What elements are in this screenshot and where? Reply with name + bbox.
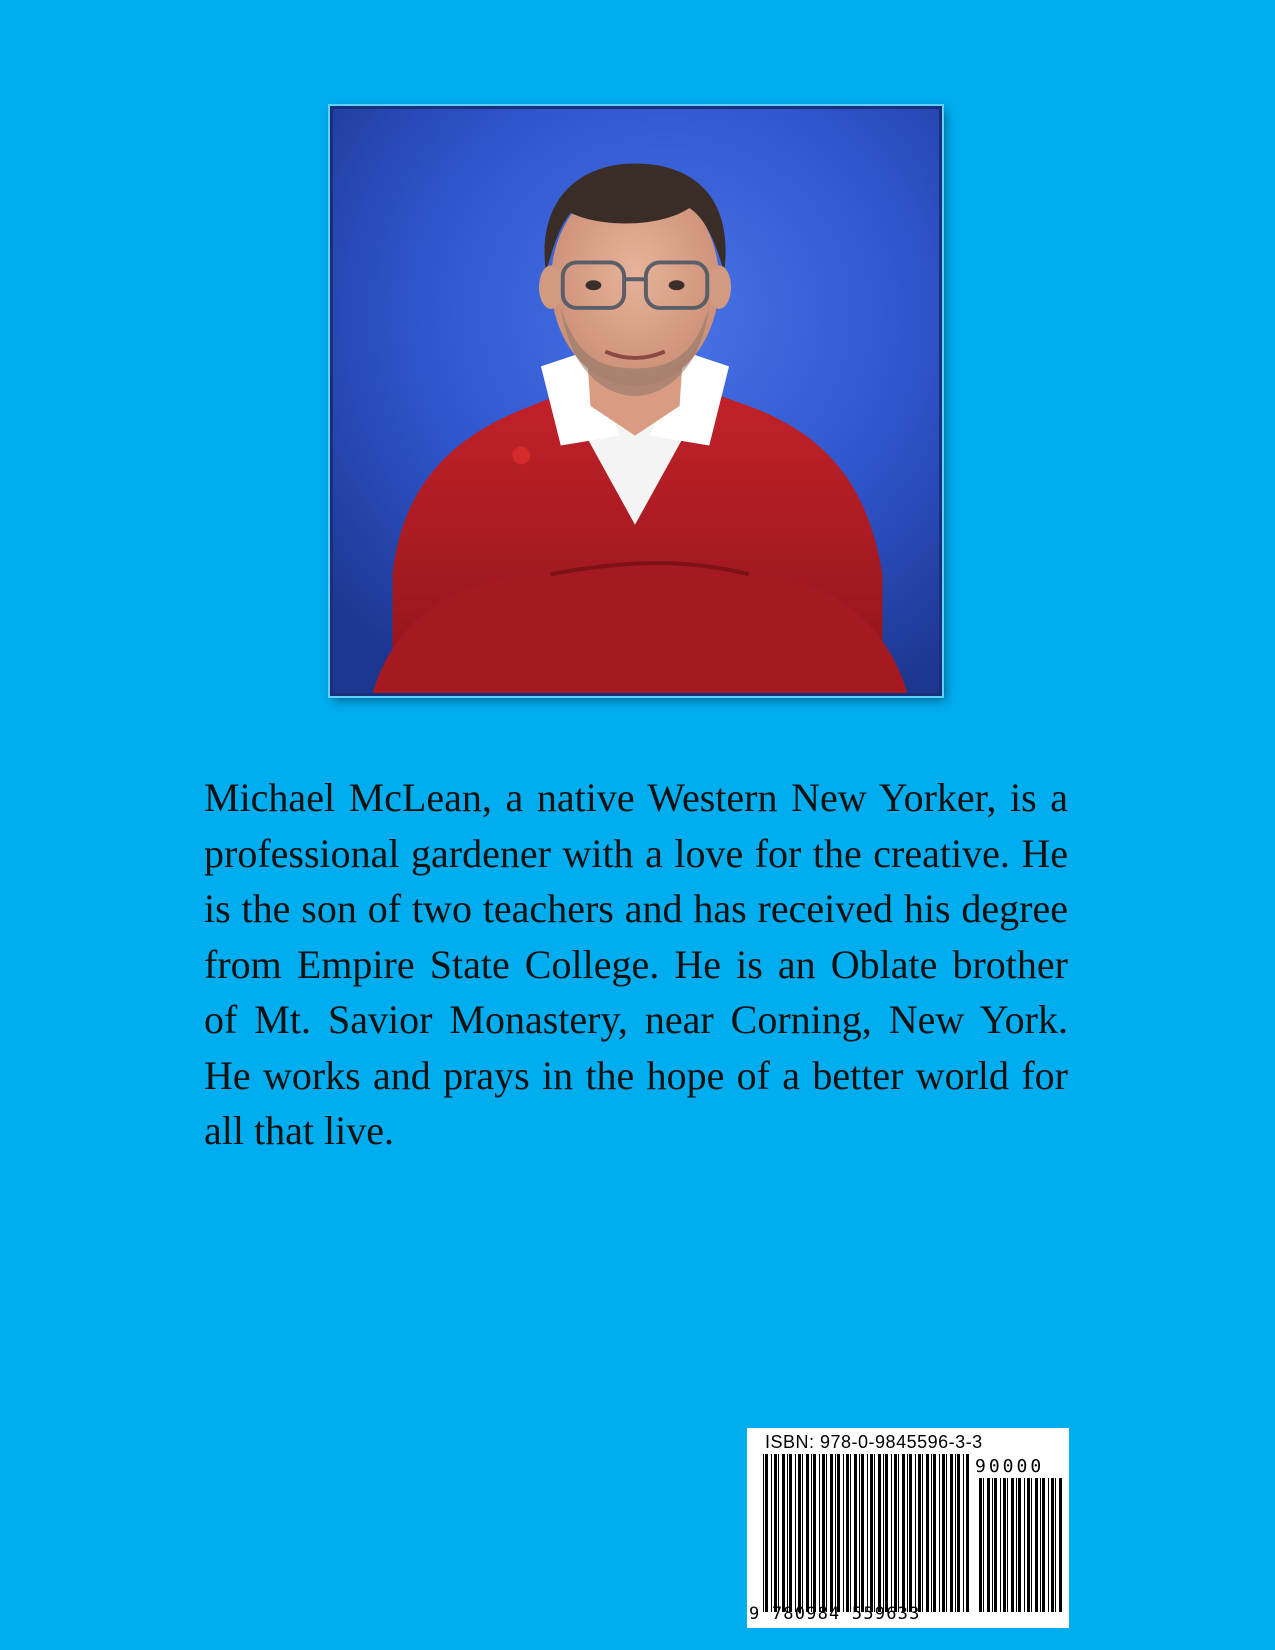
ean-bar-34	[898, 1454, 899, 1612]
addon-bar-6	[1003, 1478, 1006, 1612]
addon-bar-16	[1042, 1478, 1045, 1612]
price-code: 90000	[975, 1456, 1045, 1477]
addon-bar-1	[983, 1478, 984, 1612]
addon-bar-3	[992, 1478, 993, 1612]
ean-bar-14	[819, 1454, 820, 1612]
addon-bar-14	[1035, 1478, 1038, 1612]
ean-bar-6	[787, 1454, 788, 1612]
addon-bar-2	[987, 1478, 990, 1612]
isbn-label: ISBN: 978-0-9845596-3-3	[765, 1432, 983, 1452]
addon-bar-13	[1031, 1478, 1032, 1612]
ean-bar-39	[918, 1454, 921, 1612]
ean-bar-21	[846, 1454, 849, 1612]
ean-bar-7	[789, 1454, 792, 1612]
addon-bar-0	[979, 1478, 982, 1612]
author-portrait-illustration	[333, 109, 939, 693]
addon-bar-20	[1059, 1478, 1062, 1612]
ean-bar-47	[950, 1454, 953, 1612]
ean-bar-11	[806, 1454, 809, 1612]
ean-bar-23	[854, 1454, 857, 1612]
ean-bar-33	[894, 1454, 897, 1612]
ean-bar-20	[843, 1454, 844, 1612]
author-photo	[330, 106, 942, 696]
ean-bar-3	[774, 1454, 777, 1612]
ean-bar-22	[850, 1454, 851, 1612]
ean-bar-43	[933, 1454, 936, 1612]
ean-bar-10	[802, 1454, 803, 1612]
ean-bar-41	[926, 1454, 929, 1612]
ean-bar-8	[795, 1454, 796, 1612]
ean-bar-36	[907, 1454, 908, 1612]
ean-bar-12	[811, 1454, 812, 1612]
ean-bar-48	[955, 1454, 956, 1612]
addon-bar-18	[1051, 1478, 1054, 1612]
ean-bar-5	[782, 1454, 785, 1612]
ean-bar-1	[765, 1454, 768, 1612]
ean-bar-28	[874, 1454, 875, 1612]
ean-bar-26	[867, 1454, 868, 1612]
addon-bar-8	[1011, 1478, 1014, 1612]
ean-bar-37	[909, 1454, 912, 1612]
addon-bar-10	[1018, 1478, 1021, 1612]
addon-bar-9	[1016, 1478, 1017, 1612]
addon-bar-15	[1040, 1478, 1041, 1612]
addon-bar-11	[1024, 1478, 1025, 1612]
ean-bar-44	[939, 1454, 940, 1612]
author-bio: Michael McLean, a native Western New Yorker, is a professional gardener with a love for the creative. He is the son of two teachers and has received his degree from Empire State College. He is an Oblate brother of Mt. Savior Monastery, near Corning, New York. He works and prays in the hope of a better world for all that live.	[204, 775, 1068, 1153]
ean-bar-19	[837, 1454, 840, 1612]
ean-bar-31	[885, 1454, 888, 1612]
ean-bar-30	[883, 1454, 884, 1612]
addon-bar-4	[994, 1478, 997, 1612]
ean-bar-27	[870, 1454, 873, 1612]
ean-bar-45	[942, 1454, 945, 1612]
ean-bar-18	[835, 1454, 836, 1612]
addon-bar-7	[1007, 1478, 1008, 1612]
ean-bar-24	[859, 1454, 860, 1612]
ean-bar-42	[931, 1454, 932, 1612]
ean-bar-51	[966, 1454, 969, 1612]
ean-bar-9	[798, 1454, 801, 1612]
addon-bar-19	[1055, 1478, 1056, 1612]
ean-bar-49	[957, 1454, 960, 1612]
ean-bar-40	[922, 1454, 923, 1612]
ean-bar-46	[946, 1454, 947, 1612]
ean-bar-17	[830, 1454, 833, 1612]
ean-bar-32	[891, 1454, 892, 1612]
ean-bar-25	[861, 1454, 864, 1612]
ean-bar-29	[878, 1454, 881, 1612]
ean-bar-50	[963, 1454, 964, 1612]
ean-bar-38	[915, 1454, 916, 1612]
ean-bar-0	[763, 1454, 764, 1612]
ean-bar-35	[902, 1454, 905, 1612]
ean-bar-4	[778, 1454, 779, 1612]
ean-bar-16	[826, 1454, 827, 1612]
ean-bar-15	[822, 1454, 825, 1612]
addon-bar-12	[1027, 1478, 1030, 1612]
ean-bar-13	[813, 1454, 816, 1612]
ean-digits: 9 780984 559633	[749, 1604, 921, 1624]
addon-bar-5	[1000, 1478, 1001, 1612]
ean-bar-2	[771, 1454, 772, 1612]
isbn-barcode	[747, 1428, 1069, 1628]
addon-bar-17	[1048, 1478, 1049, 1612]
